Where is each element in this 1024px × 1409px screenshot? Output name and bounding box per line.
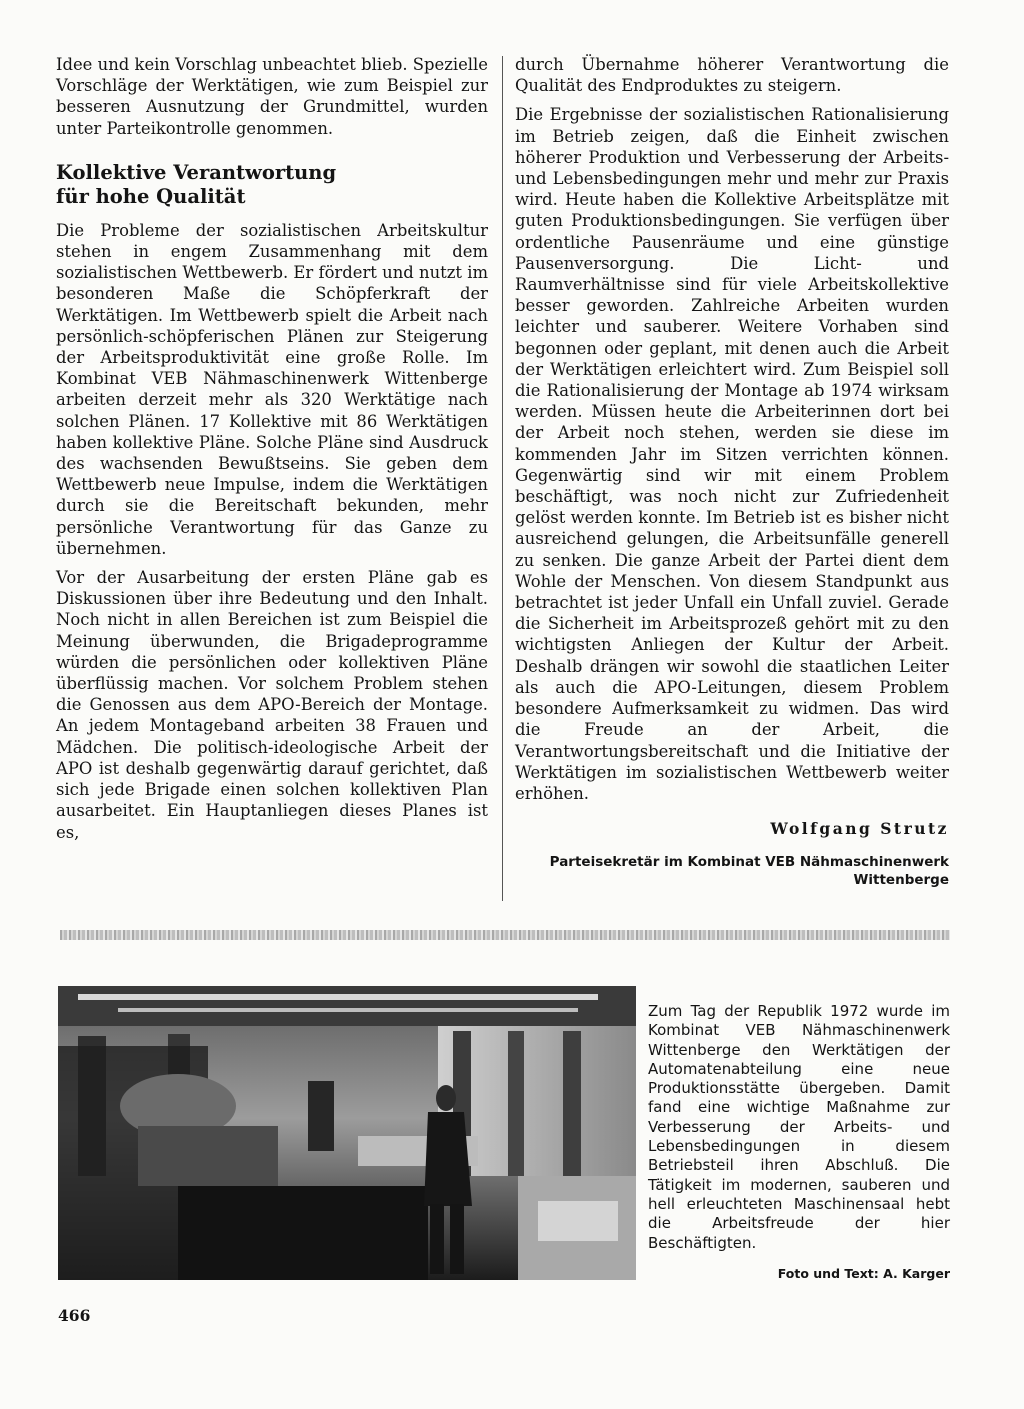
author-role (515, 853, 949, 889)
paragraph: durch Übernahme höherer Verantwortung die Qualität des Endproduktes zu steigern. (515, 55, 949, 96)
section-heading (56, 161, 488, 210)
photo-caption: Zum Tag der Republik 1972 wurde im Kombinat VEB Nähmaschinenwerk Wittenberge den Werktätigen der Automatenabteilung eine neue Produktionsstätte übergeben. Damit fand eine wichtige Maßnahme zur Verbesserung der Arbeits- und Lebensbedingungen in diesem Betriebsteil ihren Abschluß. Die Tätigkeit im modernen, sauberen und hell erleuchteten Maschinensaal hebt die Arbeitsfreude der hier Beschäftigten. (648, 1002, 950, 1252)
author-role-line: Parteisekretär im Kombinat VEB Nähmaschinenwerk (549, 854, 949, 871)
section-divider (60, 930, 950, 940)
heading-line: für hohe Qualität (56, 185, 246, 209)
column-divider (502, 56, 503, 901)
paragraph: Idee und kein Vorschlag unbeachtet blieb. Spezielle Vorschläge der Werktätigen, wie zum Beispiel zur besseren Ausnutzung der Grundmittel, wurden unter Parteikontrolle genommen. (56, 55, 488, 138)
right-column (515, 54, 949, 889)
factory-photo (58, 986, 636, 1280)
photo-credit: Foto und Text: A. Karger (777, 1266, 950, 1281)
author-signature: Wolfgang Strutz (770, 819, 949, 839)
author-role-line: Wittenberge (853, 872, 949, 889)
left-column (56, 54, 488, 851)
paragraph: Die Ergebnisse der sozialistischen Rationalisierung im Betrieb zeigen, daß die Einheit zwischen höherer Produktion und Verbesserung der Arbeits- und Lebensbedingungen mehr und mehr zur Praxis wird. Heute haben die Kollektive Arbeitsplätze mit guten Produktionsbedingungen. Sie verfügen über ordentliche Pausenräume und eine günstige Pausenversorgung. Die Licht- und Raumverhältnisse sind für viele Arbeitskollektive besser geworden. Zahlreiche Arbeiten wurden leichter und sauberer. Weitere Vorhaben sind begonnen oder geplant, mit denen auch die Arbeit der Werktätigen erleichtert wird. Zum Beispiel soll die Rationalisierung der Montage ab 1974 wirksam werden. Müssen heute die Arbeiterinnen dort bei der Arbeit noch stehen, werden sie diese im kommenden Jahr im Sitzen verrichten können. Gegenwärtig sind wir mit einem Problem beschäftigt, was noch nicht zur Zufriedenheit gelöst werden konnte. Im Betrieb ist es bisher nicht ausreichend gelungen, die Arbeitsunfälle generell zu senken. Die ganze Arbeit der Partei dient dem Wohle der Menschen. Von diesem Standpunkt aus betrachtet ist jeder Unfall ein Unfall zuviel. Gerade die Sicherheit im Arbeitsprozeß gehört mit zu den wichtigsten Anliegen der Kultur der Arbeit. Deshalb drängen wir sowohl die staatlichen Leiter als auch die APO-Leitungen, diesem Problem besondere Aufmerksamkeit zu widmen. Das wird die Freude an der Arbeit, die Verantwortungsbereitschaft und die Initiative der Werktätigen im sozialistischen Wettbewerb weiter erhöhen. (515, 105, 949, 803)
page-number: 466 (58, 1306, 91, 1325)
paragraph: Vor der Ausarbeitung der ersten Pläne gab es Diskussionen über ihre Bedeutung und den Inhalt. Noch nicht in allen Bereichen ist zum Beispiel die Meinung überwunden, die Brigadeprogramme würden die persönlichen oder kollektiven Pläne überflüssig machen. Vor solchem Problem stehen die Genossen aus dem APO-Bereich der Montage. An jedem Montageband arbeiten 38 Frauen und Mädchen. Die politisch-ideologische Arbeit der APO ist deshalb gegenwärtig darauf gerichtet, daß sich jede Brigade einen solchen kollektiven Plan ausarbeitet. Ein Hauptanliegen dieses Planes ist es, (56, 568, 488, 842)
heading-line: Kollektive Verantwortung (56, 160, 337, 184)
paragraph: Die Probleme der sozialistischen Arbeitskultur stehen in engem Zusammenhang mit dem sozialistischen Wettbewerb. Er fördert und nutzt im besonderen Maße die Schöpferkraft der Werktätigen. Im Wettbewerb spielt die Arbeit nach persönlich-schöpferischen Plänen zur Steigerung der Arbeitsproduktivität eine große Rolle. Im Kombinat VEB Nähmaschinenwerk Wittenberge arbeiten derzeit mehr als 320 Werktätige nach solchen Plänen. 17 Kollektive mit 86 Werktätigen haben kollektive Pläne. Solche Pläne sind Ausdruck des wachsenden Bewußtseins. Sie geben dem Wettbewerb neue Impulse, indem die Werktätigen durch sie die Bereitschaft bekunden, mehr persönliche Verantwortung für das Ganze zu übernehmen. (56, 220, 488, 558)
